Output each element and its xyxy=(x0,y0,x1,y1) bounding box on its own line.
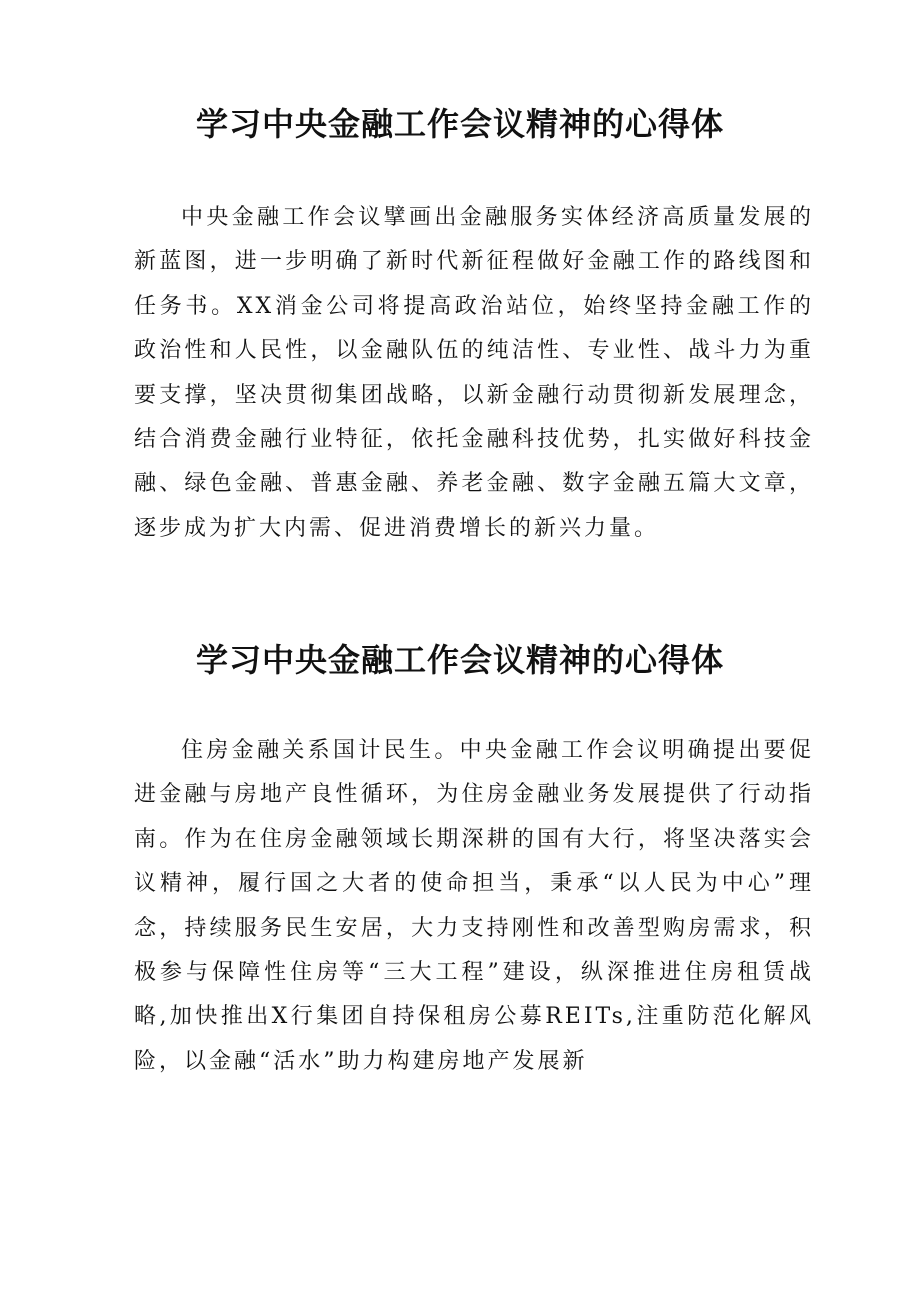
section-2-paragraph: 住房金融关系国计民生。中央金融工作会议明确提出要促进金融与房地产良性循环，为住房金融业务发展提供了行动指南。作为在住房金融领域长期深耕的国有大行，将坚决落实会议精神，履行国之大者的使命担当，秉承“以人民为中心”理念，持续服务民生安居，大力支持刚性和改善型购房需求，积极参与保障性住房等“三大工程”建设，纵深推进住房租赁战略,加快推出X行集团自持保租房公募REITs,注重防范化解风险，以金融“活水”助力构建房地产发展新 xyxy=(134,738,814,1074)
section-1-paragraph: 中央金融工作会议擘画出金融服务实体经济高质量发展的新蓝图，进一步明确了新时代新征程做好金融工作的路线图和任务书。XX消金公司将提高政治站位，始终坚持金融工作的政治性和人民性，以金融队伍的纯洁性、专业性、战斗力为重要支撑，坚决贯彻集团战略，以新金融行动贯彻新发展理念，结合消费金融行业特征，依托金融科技优势，扎实做好科技金融、绿色金融、普惠金融、养老金融、数字金融五篇大文章，逐步成为扩大内需、促进消费增长的新兴力量。 xyxy=(134,205,814,541)
section-2-title: 学习中央金融工作会议精神的心得体 xyxy=(195,641,724,679)
section-1-title: 学习中央金融工作会议精神的心得体 xyxy=(195,105,724,143)
